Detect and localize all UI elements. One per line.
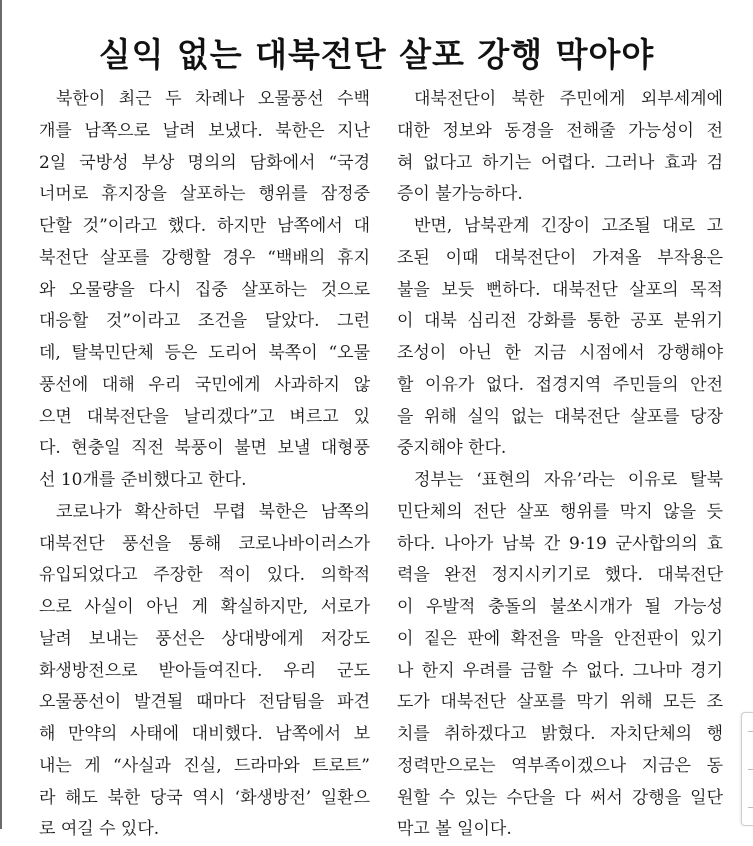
article-text-line: 2일 국방성 부상 명의의 담화에서 “국경 — [39, 152, 370, 173]
article-text-line: 조성이 아닌 한 지금 시점에서 강행해야 — [397, 343, 723, 363]
article-text-line: 이 대북 심리전 강화를 통한 공포 분위기 — [397, 311, 723, 332]
article-column-right — [397, 84, 723, 846]
article-text-line: 도가 대북전단 살포를 막기 위해 모든 조 — [397, 692, 723, 713]
article-text-line: 내는 게 “사실과 진실, 드라마와 트로트” — [39, 755, 370, 776]
article-text-line: 중지해야 한다. — [397, 438, 507, 459]
article-text-line: 대응할 것”이라고 조건을 달았다. 그런 — [39, 311, 370, 332]
article-text-line: 다. 현충일 직전 북풍이 불면 보낼 대형풍 — [39, 438, 370, 459]
article-text-line: 나 한지 우려를 금할 수 없다. 그나마 경기 — [397, 660, 723, 681]
article-text-line: 이 우발적 충돌의 불쏘시개가 될 가능성 — [397, 597, 723, 617]
article-text-line: 조된 이때 대북전단이 가져올 부작용은 — [397, 247, 723, 268]
editorial-headline: 실익 없는 대북전단 살포 강행 막아야 — [98, 35, 655, 75]
article-text-line: 을 위해 실익 없는 대북전단 살포를 당장 — [397, 406, 723, 427]
article-text-line: 대북전단이 북한 주민에게 외부세계에 — [414, 89, 723, 109]
article-text-line: 으로 사실이 아닌 게 확실하지만, 서로가 — [39, 597, 370, 617]
article-text-line: 대한 정보와 동경을 전해줄 가능성이 전 — [397, 120, 723, 141]
article-text-line: 증이 불가능하다. — [397, 184, 523, 205]
article-text-line: 선 10개를 준비했다고 한다. — [39, 470, 247, 490]
article-text-line: 단할 것”이라고 했다. 하지만 남쪽에서 대 — [39, 216, 370, 236]
tab-grip-line — [748, 807, 753, 808]
article-text-line: 데, 탈북민단체 등은 도리어 북쪽이 “오물 — [39, 343, 370, 363]
article-text-line: 정력만으로는 역부족이겠으나 지금은 동 — [397, 755, 723, 776]
article-text-line: 대북전단 풍선을 통해 코로나바이러스가 — [39, 533, 370, 554]
article-text-line: 불을 보듯 뻔하다. 대북전단 살포의 목적 — [397, 279, 723, 300]
article-text-line: 원할 수 있는 수단을 다 써서 강행을 일단 — [397, 787, 723, 808]
article-text-line: 코로나가 확산하던 무렵 북한은 남쪽의 — [56, 501, 370, 522]
tab-grip-line — [748, 769, 753, 770]
article-text-line: 너머로 휴지장을 살포하는 행위를 잠정중 — [39, 184, 370, 205]
article-text-line: 오물풍선이 발견될 때마다 전담팀을 파견 — [39, 692, 370, 713]
article-text-line: 와 오물량을 다시 집중 살포하는 것으로 — [39, 279, 370, 300]
article-text-line: 라 해도 북한 당국 역시 ‘화생방전’ 일환으 — [39, 787, 370, 808]
article-text-line: 막고 볼 일이다. — [397, 819, 512, 840]
article-text-line: 으면 대북전단을 날리겠다”고 벼르고 있 — [39, 406, 370, 427]
article-text-line: 유입되었다고 주장한 적이 있다. 의학적 — [39, 565, 370, 586]
article-column-left — [39, 84, 370, 846]
article-text-line: 풍선에 대해 우리 국민에게 사과하지 않 — [39, 374, 370, 395]
article-text-line: 반면, 남북관계 긴장이 고조될 대로 고 — [414, 216, 723, 236]
article-text-line: 날려 보내는 풍선은 상대방에게 저강도 — [39, 628, 370, 649]
article-text-line: 북한이 최근 두 차례나 오물풍선 수백 — [56, 89, 370, 109]
article-text-line: 력을 완전 정지시키기로 했다. 대북전단 — [397, 565, 723, 586]
article-text-line: 개를 남쪽으로 날려 보냈다. 북한은 지난 — [39, 120, 370, 141]
tab-grip-line — [748, 731, 753, 732]
side-tab-handle[interactable] — [741, 712, 753, 826]
article-text-line: 화생방전으로 받아들여진다. 우리 군도 — [39, 660, 370, 681]
article-text-line: 할 이유가 없다. 접경지역 주민들의 안전 — [397, 374, 723, 395]
article-text-line: 해 만약의 사태에 대비했다. 남쪽에서 보 — [39, 724, 370, 744]
article-text-line: 로 여길 수 있다. — [39, 819, 160, 840]
article-text-line: 정부는 ‘표현의 자유’라는 이유로 탈북 — [414, 470, 723, 490]
article-text-line: 이 짙은 판에 확전을 막을 안전판이 있기 — [397, 628, 723, 649]
article-text-line: 치를 취하겠다고 밝혔다. 자치단체의 행 — [397, 724, 723, 744]
left-border-rule — [0, 0, 2, 829]
article-text-line: 민단체의 전단 살포 행위를 막지 않을 듯 — [397, 501, 723, 522]
article-text-line: 북전단 살포를 강행할 경우 “백배의 휴지 — [39, 247, 370, 268]
article-text-line: 혀 없다고 하기는 어렵다. 그러나 효과 검 — [397, 152, 723, 173]
article-text-line: 하다. 나아가 남북 간 9·19 군사합의의 효 — [397, 533, 723, 554]
